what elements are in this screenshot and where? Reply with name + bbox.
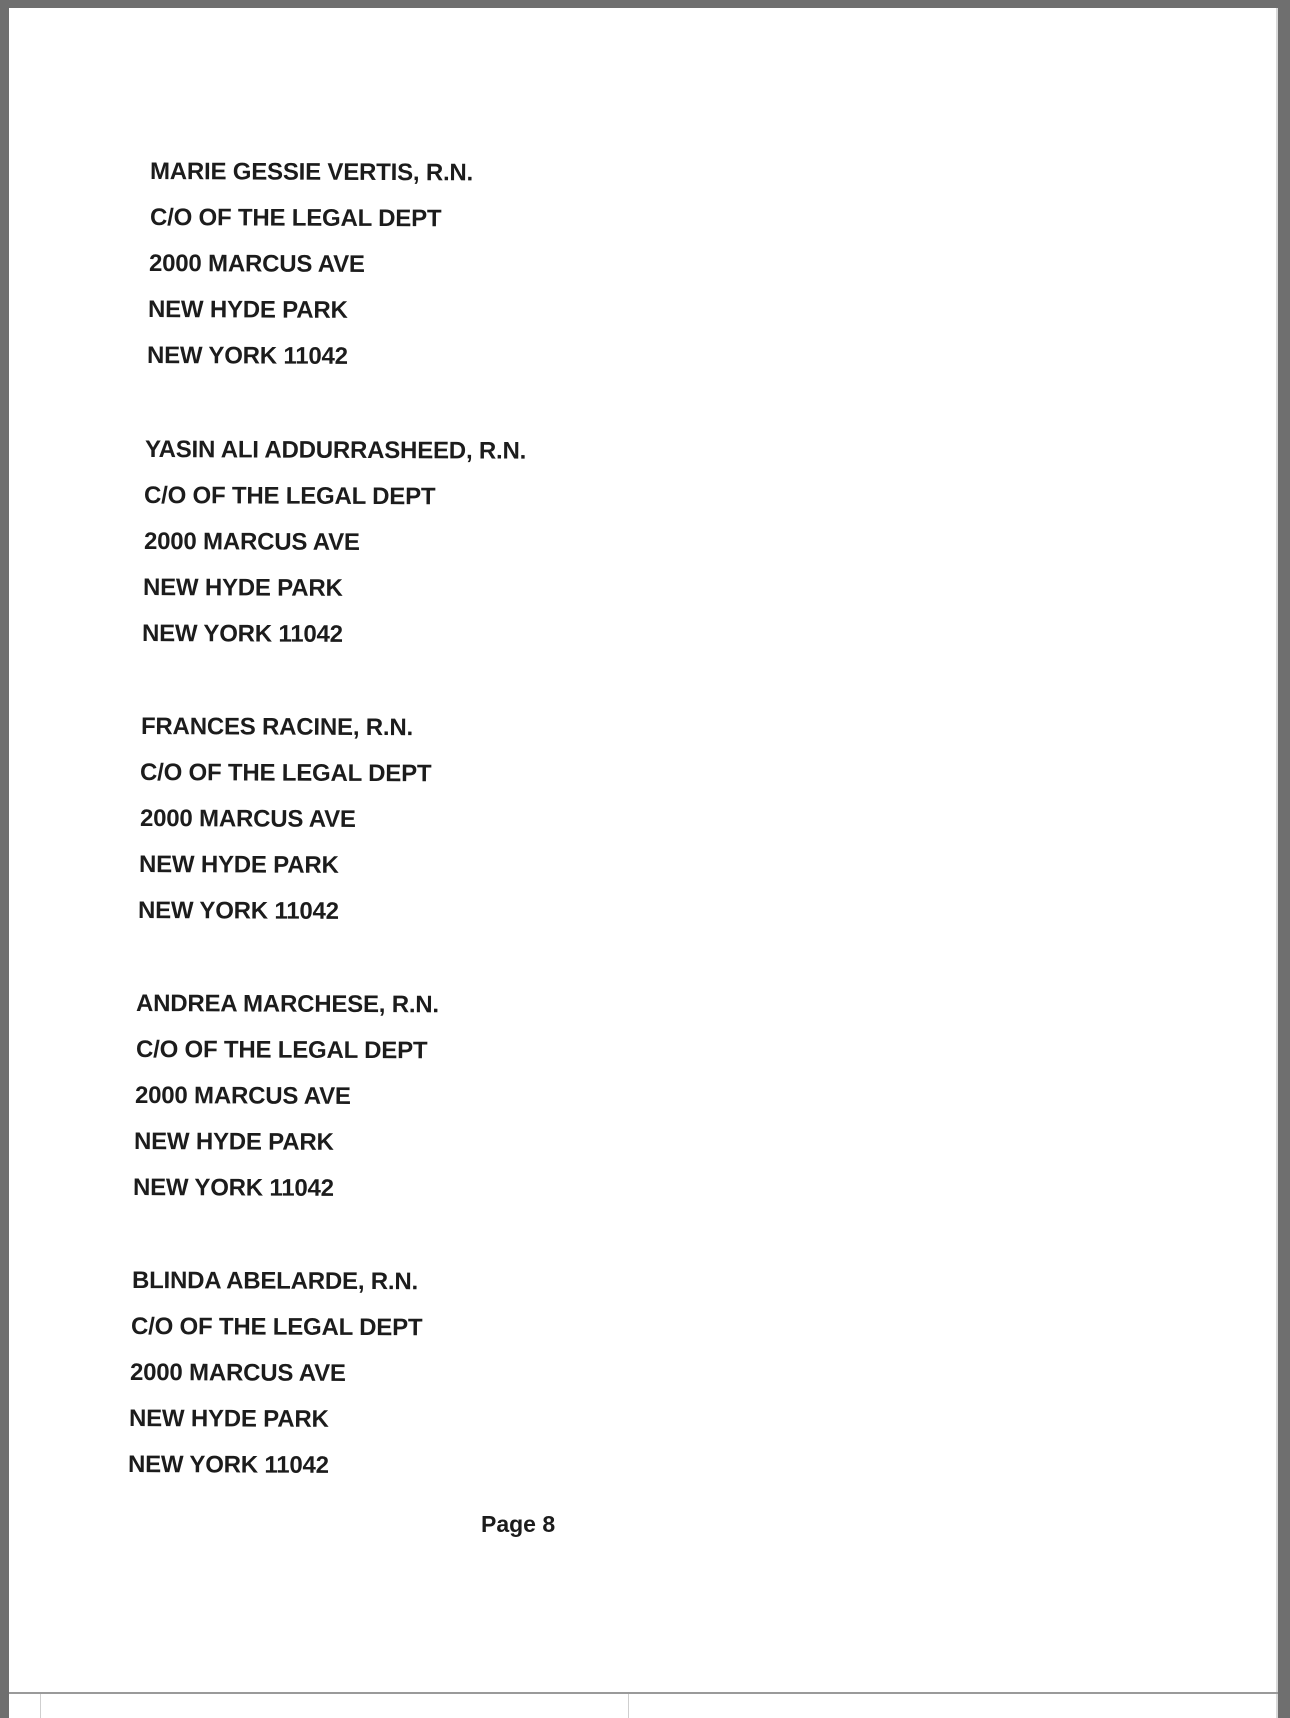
- street-line: 2000 MARCUS AVE: [139, 805, 356, 833]
- care-of-line: C/O OF THE LEGAL DEPT: [130, 1313, 423, 1342]
- window-frame-top: [0, 0, 1290, 8]
- state-zip-line: NEW YORK 11042: [146, 342, 348, 370]
- care-of-line: C/O OF THE LEGAL DEPT: [135, 1036, 428, 1065]
- recipient-name: YASIN ALI ADDURRASHEED, R.N.: [144, 436, 527, 465]
- recipient-name: FRANCES RACINE, R.N.: [140, 713, 414, 742]
- city-line: NEW HYDE PARK: [138, 851, 339, 879]
- city-line: NEW HYDE PARK: [147, 296, 348, 324]
- street-line: 2000 MARCUS AVE: [134, 1082, 351, 1110]
- page-number: Page 8: [481, 1511, 556, 1537]
- window-frame-left: [0, 0, 9, 1718]
- state-zip-line: NEW YORK 11042: [132, 1174, 334, 1202]
- page-edge-mark: [40, 1694, 41, 1718]
- state-zip-line: NEW YORK 11042: [141, 620, 343, 648]
- recipient-name: BLINDA ABELARDE, R.N.: [131, 1267, 419, 1296]
- state-zip-line: NEW YORK 11042: [137, 897, 339, 925]
- window-frame-right: [1278, 0, 1290, 1718]
- care-of-line: C/O OF THE LEGAL DEPT: [139, 759, 432, 788]
- page-bottom-edge: [9, 1692, 1278, 1694]
- state-zip-line: NEW YORK 11042: [127, 1451, 329, 1479]
- recipient-name: ANDREA MARCHESE, R.N.: [135, 990, 439, 1019]
- care-of-line: C/O OF THE LEGAL DEPT: [143, 482, 436, 511]
- document-page: [9, 8, 1278, 1718]
- street-line: 2000 MARCUS AVE: [148, 250, 365, 278]
- street-line: 2000 MARCUS AVE: [129, 1359, 346, 1387]
- street-line: 2000 MARCUS AVE: [143, 528, 360, 556]
- city-line: NEW HYDE PARK: [128, 1405, 329, 1433]
- recipient-name: MARIE GESSIE VERTIS, R.N.: [149, 158, 474, 187]
- city-line: NEW HYDE PARK: [133, 1128, 334, 1156]
- care-of-line: C/O OF THE LEGAL DEPT: [149, 204, 442, 233]
- city-line: NEW HYDE PARK: [142, 574, 343, 602]
- page-edge-mark: [628, 1694, 629, 1718]
